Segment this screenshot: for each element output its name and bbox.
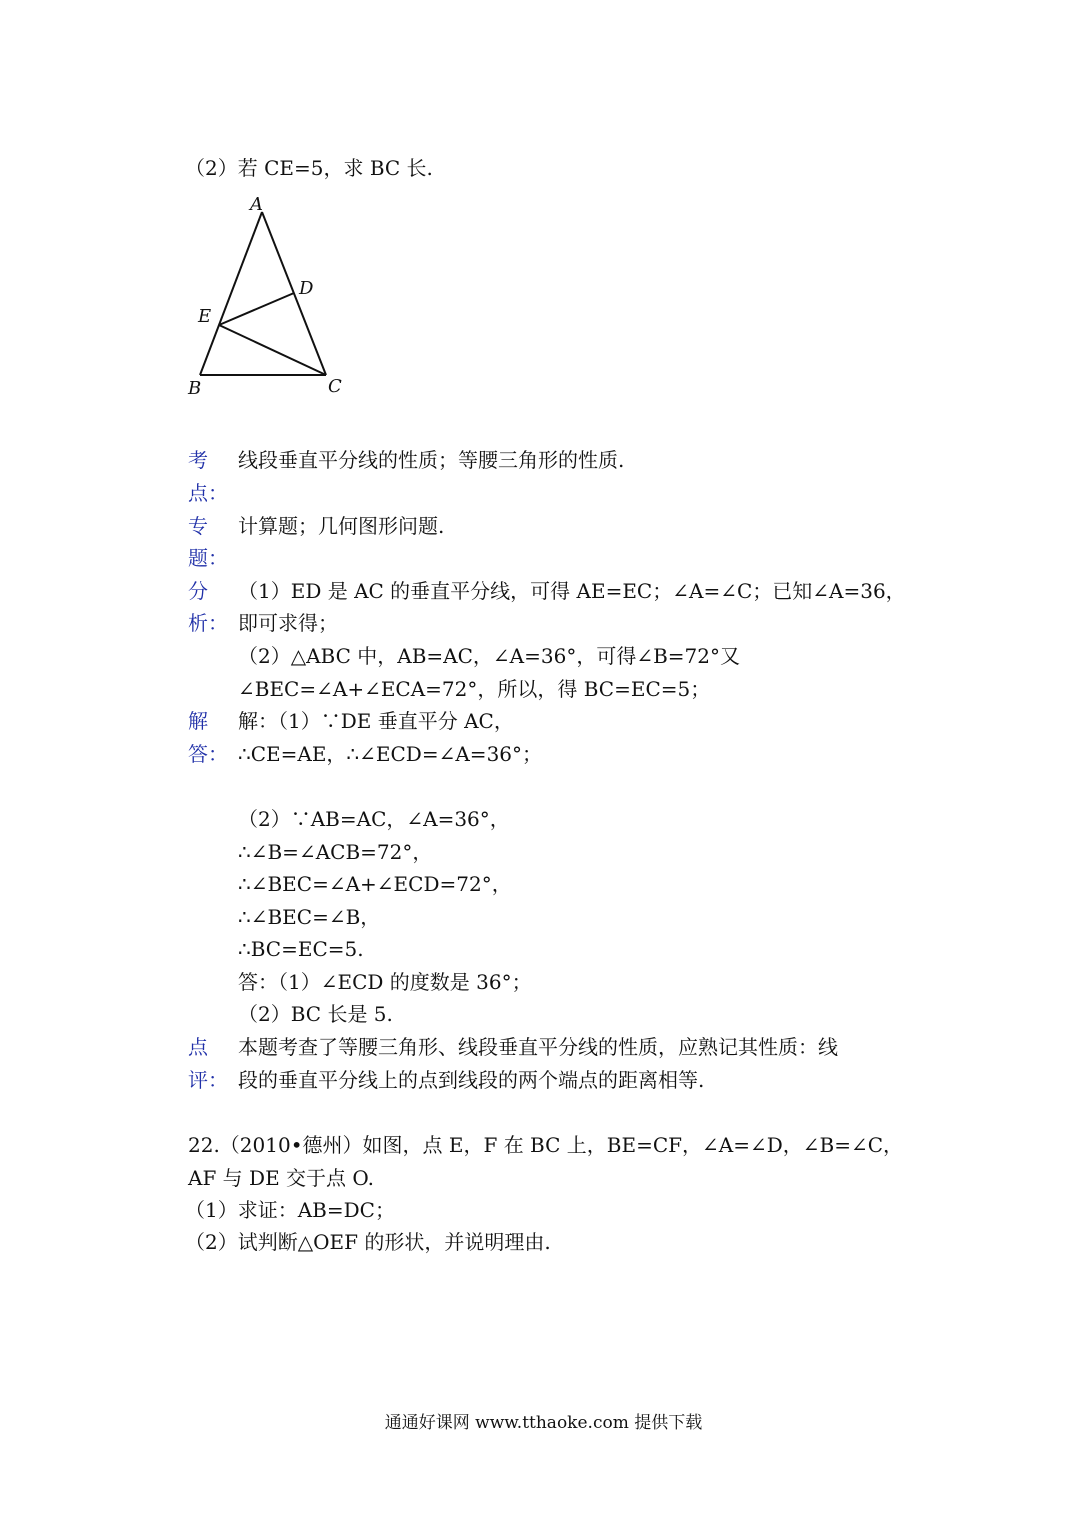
- q22-line-3: （1）求证：AB=DC；: [185, 1198, 395, 1222]
- jieda-line-4: ∴∠B=∠ACB=72°，: [238, 840, 433, 864]
- jieda-line-1: 解：（1）∵DE 垂直平分 AC，: [238, 709, 514, 733]
- jieda-line-9: （2）BC 长是 5.: [238, 1002, 393, 1026]
- fenxi-line-2: 即可求得；: [238, 611, 338, 635]
- jieda-line-7: ∴BC=EC=5.: [238, 937, 364, 961]
- fenxi-line-3: （2）△ABC 中，AB=AC，∠A=36°，可得∠B=72°又: [238, 644, 740, 668]
- segment-ab: [200, 212, 262, 375]
- jieda-line-2: ∴CE=AE，∴∠ECD=∠A=36°；: [238, 742, 543, 766]
- jieda-line-3: （2）∵AB=AC，∠A=36°，: [238, 807, 510, 831]
- jieda-line-6: ∴∠BEC=∠B，: [238, 905, 381, 929]
- fenxi-line-4: ∠BEC=∠A+∠ECA=72°，所以，得 BC=EC=5；: [238, 677, 711, 701]
- point-b-label: B: [188, 378, 202, 399]
- q22-line-2: AF 与 DE 交于点 O.: [188, 1166, 374, 1190]
- dianping-label-2: 评：: [188, 1068, 228, 1092]
- zhuanti-text: 计算题；几何图形问题.: [238, 514, 445, 538]
- q22-line-1: 22.（2010•德州）如图，点 E，F 在 BC 上，BE=CF，∠A=∠D，∠B=∠C，: [188, 1133, 904, 1157]
- dianping-line-2: 段的垂直平分线上的点到线段的两个端点的距离相等.: [238, 1068, 705, 1092]
- fenxi-label-1: 分: [188, 579, 208, 603]
- zhuanti-label-2: 题：: [188, 546, 228, 570]
- kaodian-label-1: 考: [188, 448, 208, 472]
- point-d-label: D: [299, 278, 314, 299]
- fenxi-label-2: 析：: [188, 611, 228, 635]
- fenxi-line-1: （1）ED 是 AC 的垂直平分线，可得 AE=EC；∠A=∠C；已知∠A=36，: [238, 579, 906, 603]
- jieda-line-8: 答：（1）∠ECD 的度数是 36°；: [238, 970, 532, 994]
- triangle-figure: [180, 190, 360, 405]
- zhuanti-label-1: 专: [188, 514, 208, 538]
- dianping-line-1: 本题考查了等腰三角形、线段垂直平分线的性质，应熟记其性质：线: [238, 1035, 838, 1059]
- point-c-label: C: [328, 376, 342, 397]
- kaodian-label-2: 点：: [188, 481, 228, 505]
- jieda-line-5: ∴∠BEC=∠A+∠ECD=72°，: [238, 872, 512, 896]
- dianping-label-1: 点: [188, 1035, 208, 1059]
- jieda-label-1: 解: [188, 709, 208, 733]
- point-a-label: A: [250, 194, 263, 215]
- kaodian-text: 线段垂直平分线的性质；等腰三角形的性质.: [238, 448, 625, 472]
- point-e-label: E: [198, 306, 212, 327]
- question-part2: （2）若 CE=5，求 BC 长.: [185, 156, 433, 180]
- jieda-label-2: 答：: [188, 742, 228, 766]
- q22-line-4: （2）试判断△OEF 的形状，并说明理由.: [185, 1230, 551, 1254]
- page-footer: 通通好课网 www.tthaoke.com 提供下载: [384, 1413, 703, 1433]
